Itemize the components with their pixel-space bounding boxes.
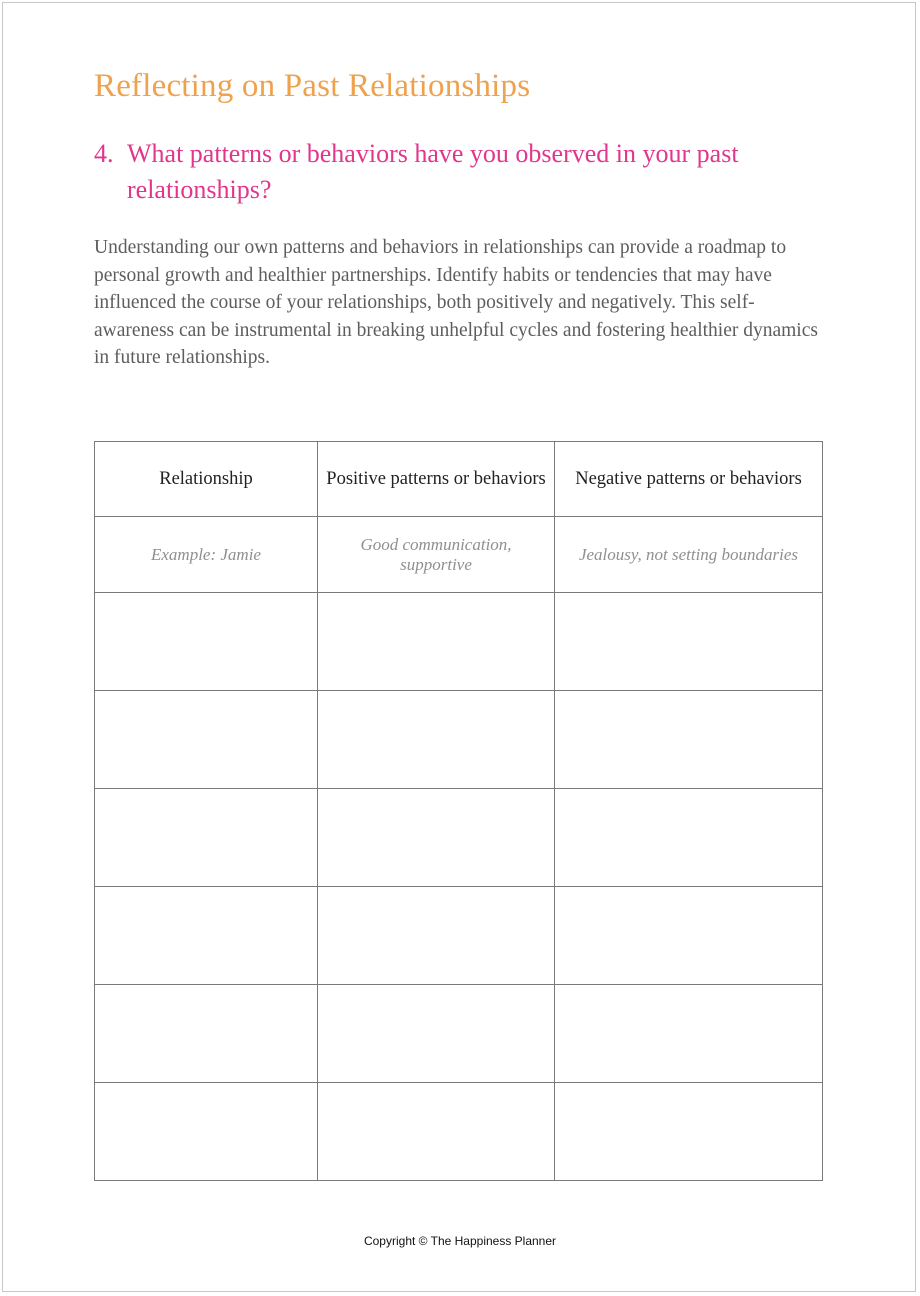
relationship-cell[interactable] [95, 1083, 318, 1181]
negative-cell[interactable] [555, 593, 823, 691]
positive-cell[interactable] [318, 887, 555, 985]
relationship-cell[interactable] [95, 985, 318, 1083]
header-positive-patterns: Positive patterns or behaviors [318, 442, 555, 517]
example-negative: Jealousy, not setting boundaries [555, 517, 823, 593]
question-heading [94, 136, 824, 208]
table-row [95, 985, 823, 1083]
section-title: Reflecting on Past Relationships [94, 68, 531, 104]
negative-cell[interactable] [555, 985, 823, 1083]
example-relationship: Example: Jamie [95, 517, 318, 593]
table-row [95, 887, 823, 985]
example-row [95, 517, 823, 593]
example-positive: Good communication, supportive [318, 517, 555, 593]
negative-cell[interactable] [555, 1083, 823, 1181]
negative-cell[interactable] [555, 789, 823, 887]
positive-cell[interactable] [318, 691, 555, 789]
header-relationship: Relationship [95, 442, 318, 517]
positive-cell[interactable] [318, 789, 555, 887]
negative-cell[interactable] [555, 691, 823, 789]
positive-cell[interactable] [318, 593, 555, 691]
relationship-cell[interactable] [95, 789, 318, 887]
copyright-footer: Copyright © The Happiness Planner [363, 1234, 557, 1248]
question-text: What patterns or behaviors have you observed in your past relationships? [127, 139, 739, 204]
table-header-row [95, 442, 823, 517]
table-row [95, 1083, 823, 1181]
positive-cell[interactable] [318, 1083, 555, 1181]
header-negative-patterns: Negative patterns or behaviors [555, 442, 823, 517]
table-row [95, 789, 823, 887]
intro-paragraph: Understanding our own patterns and behaviors in relationships can provide a roadmap to personal growth and healthier partnerships. Identify habits or tendencies that may have influenced the course of your relationships, both positively and negatively. This self-awareness can be instrumental in breaking unhelpful cycles and fostering healthier dynamics in future relationships. [94, 237, 818, 368]
positive-cell[interactable] [318, 985, 555, 1083]
relationship-cell[interactable] [95, 691, 318, 789]
question-number: 4. [94, 139, 114, 168]
relationship-cell[interactable] [95, 887, 318, 985]
relationship-cell[interactable] [95, 593, 318, 691]
table-row [95, 691, 823, 789]
table-row [95, 593, 823, 691]
negative-cell[interactable] [555, 887, 823, 985]
reflection-table [94, 441, 823, 1181]
